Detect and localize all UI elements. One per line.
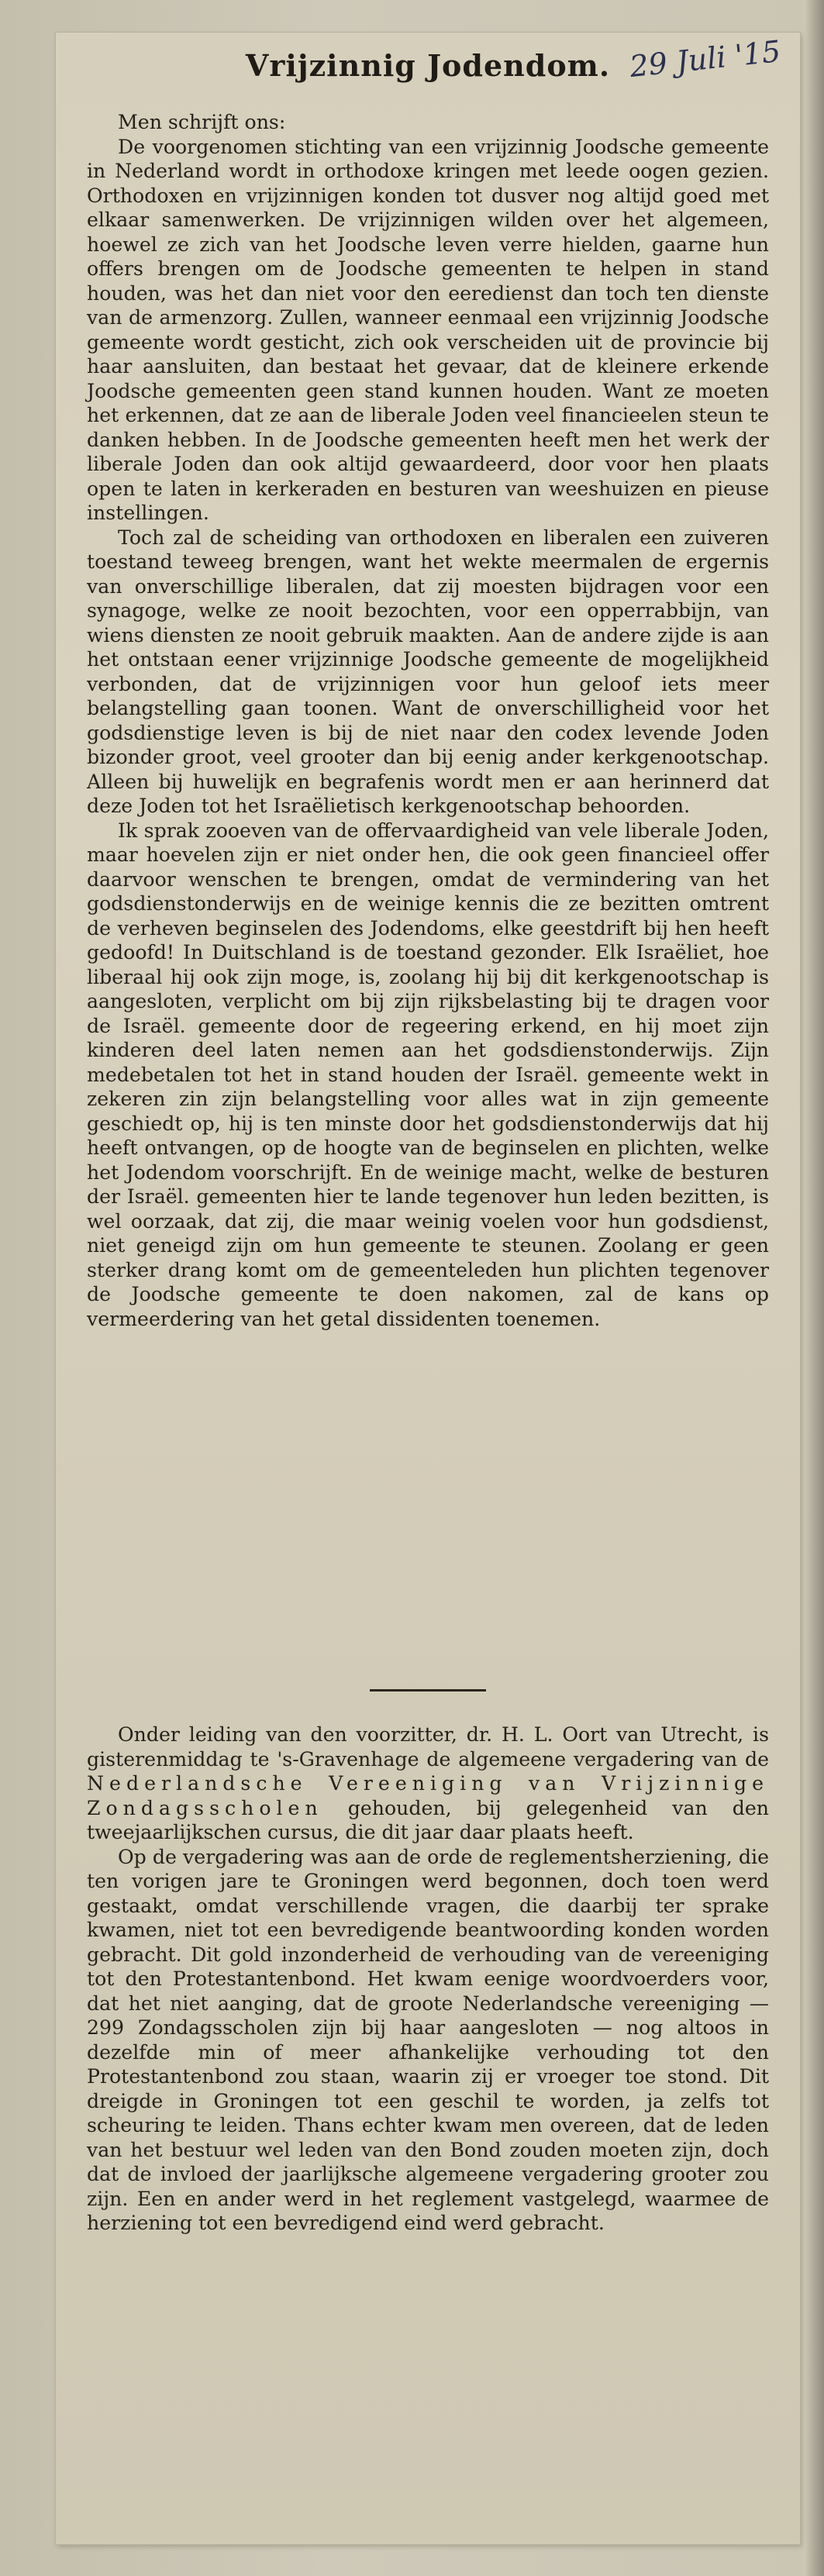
article-paragraph: De voorgenomen stichting van een vrijzinnig Joodsche gemeente in Nederland wordt in orthodoxe kringen met leede oogen gezien. Orthodoxen en vrijzinnigen konden tot dusver nog altijd goed met elkaar samenwerken. De vrijzinnigen wilden over het algemeen, hoewel ze zich van het Joodsche leven verre hielden, gaarne hun offers brengen om de Joodsche gemeenten te helpen in stand houden, was het dan niet voor den eeredienst dan toch ten dienste van de armenzorg. Zullen, wanneer eenmaal een vrijzinnig Joodsche gemeente wordt gesticht, zich ook verscheiden uit de provincie bij haar aansluiten, dan bestaat het gevaar, dat de kleinere erkende Joodsche gemeenten geen stand kunnen houden. Want ze moeten het erkennen, dat ze aan de liberale Joden veel financieelen steun te danken hebben. In de Joodsche gemeenten heeft men het werk der liberale Joden dan ook altijd gewaardeerd, door voor hen plaats open te laten in kerkeraden en besturen van weeshuizen en pieuse instellingen. xyxy=(87,135,769,524)
notice-intro: Onder leiding van den voorzitter, dr. H. L. Oort van Utrecht, is gisterenmiddag te 's-Gravenhage de algemeene vergadering van de xyxy=(87,1723,769,1771)
notice-org-name: Nederlandsche Vereeniging van Vrijzinnige Zondagsscholen xyxy=(87,1772,769,1819)
article-paragraph: Men schrijft ons: xyxy=(118,111,286,133)
article-body xyxy=(87,110,769,1331)
handwritten-date: 29 Juli '15 xyxy=(628,33,783,84)
notice-paragraph xyxy=(87,1723,769,1845)
section-divider xyxy=(370,1689,486,1691)
notice-intro-end: gehouden, bij gelegenheid van den tweejaarlijkschen cursus, die dit jaar daar plaats heeft. xyxy=(87,1796,769,1843)
scan-edge xyxy=(804,0,824,2576)
article-paragraph: Ik sprak zooeven van de offervaardigheid van vele liberale Joden, maar hoevelen zijn er niet onder hen, die ook geen financieel offer daarvoor wenschen te brengen, omdat de vermindering van het godsdienstonderwijs en de weinige kennis die ze bezitten omtrent de verheven beginselen des Jodendoms, elke geestdrift bij hen heeft gedoofd! In Duitschland is de toestand gezonder. Elk Israëliet, hoe liberaal hij ook zijn moge, is, zoolang hij bij dit kerkgenootschap is aangesloten, verplicht om bij zijn rijksbelasting bij te dragen voor de Israël. gemeente door de regeering erkend, en hij moet zijn kinderen deel laten nemen aan het godsdienstonderwijs. Zijn medebetalen tot het in stand houden der Israël. gemeente wekt in zekeren zin zijn belangstelling voor alles wat in zijn gemeente geschiedt op, hij is ten minste door het godsdienstonderwijs dat hij heeft ontvangen, op de hoogte van de beginselen en plichten, welke het Jodendom voorschrijft. En de weinige macht, welke de besturen der Israël. gemeenten hier te lande tegenover hun leden bezitten, is wel oorzaak, dat zij, die maar weinig voelen voor hun godsdienst, niet geneigd zijn om hun gemeente te steunen. Zoolang er geen sterker drang komt om de gemeenteleden hun plichten tegenover de Joodsche gemeente te doen nakomen, zal de kans op vermeerdering van het getal dissidenten toenemen. xyxy=(87,819,769,1330)
article-paragraph: Toch zal de scheiding van orthodoxen en liberalen een zuiveren toestand teweeg brengen, want het wekte meermalen de ergernis van onverschillige liberalen, dat zij moesten bijdragen voor een synagoge, welke ze nooit bezochten, voor een opperrabbijn, van wiens diensten ze nooit gebruik maakten. Aan de andere zijde is aan het ontstaan eener vrijzinnige Joodsche gemeente de mogelijkheid verbonden, dat de vrijzinnigen voor hun geloof iets meer belangstelling gaan toonen. Want de onverschilligheid voor het godsdienstige leven is bij de niet naar den codex levende Joden bizonder groot, veel grooter dan bij eenig ander kerkgenootschap. Alleen bij huwelijk en begrafenis wordt men er aan herinnerd dat deze Joden tot het Israëlietisch kerkgenootschap behoorden. xyxy=(87,526,769,817)
headline-row xyxy=(56,33,800,102)
notice-paragraph: Op de vergadering was aan de orde de reglementsherziening, die ten vorigen jare te Groningen werd begonnen, doch toen werd gestaakt, omdat verschillende vragen, die daarbij ter sprake kwamen, niet tot een bevredigende beantwoording konden worden gebracht. Dit gold inzonderheid de verhouding van de vereeniging tot den Protestantenbond. Het kwam eenige woordvoerders voor, dat het niet aanging, dat de groote Nederlandsche vereeniging — 299 Zondagsscholen zijn bij haar aangesloten — nog altoos in dezelfde min of meer afhankelijke verhouding tot den Protestantenbond zou staan, waarin zij er vroeger toe stond. Dit dreigde in Groningen tot een geschil te worden, ja zelfs tot scheuring te leiden. Thans echter kwam men overeen, dat de leden van het bestuur wel leden van den Bond zouden moeten zijn, doch dat de invloed der jaarlijksche algemeene vergadering grooter zou zijn. Een en ander werd in het reglement vastgelegd, waarmee de herziening tot een bevredigend eind werd gebracht. xyxy=(87,1845,769,2234)
newspaper-clipping xyxy=(56,33,800,2544)
notice-body xyxy=(87,1723,769,2236)
article-title: Vrijzinnig Jodendom. xyxy=(245,48,611,83)
